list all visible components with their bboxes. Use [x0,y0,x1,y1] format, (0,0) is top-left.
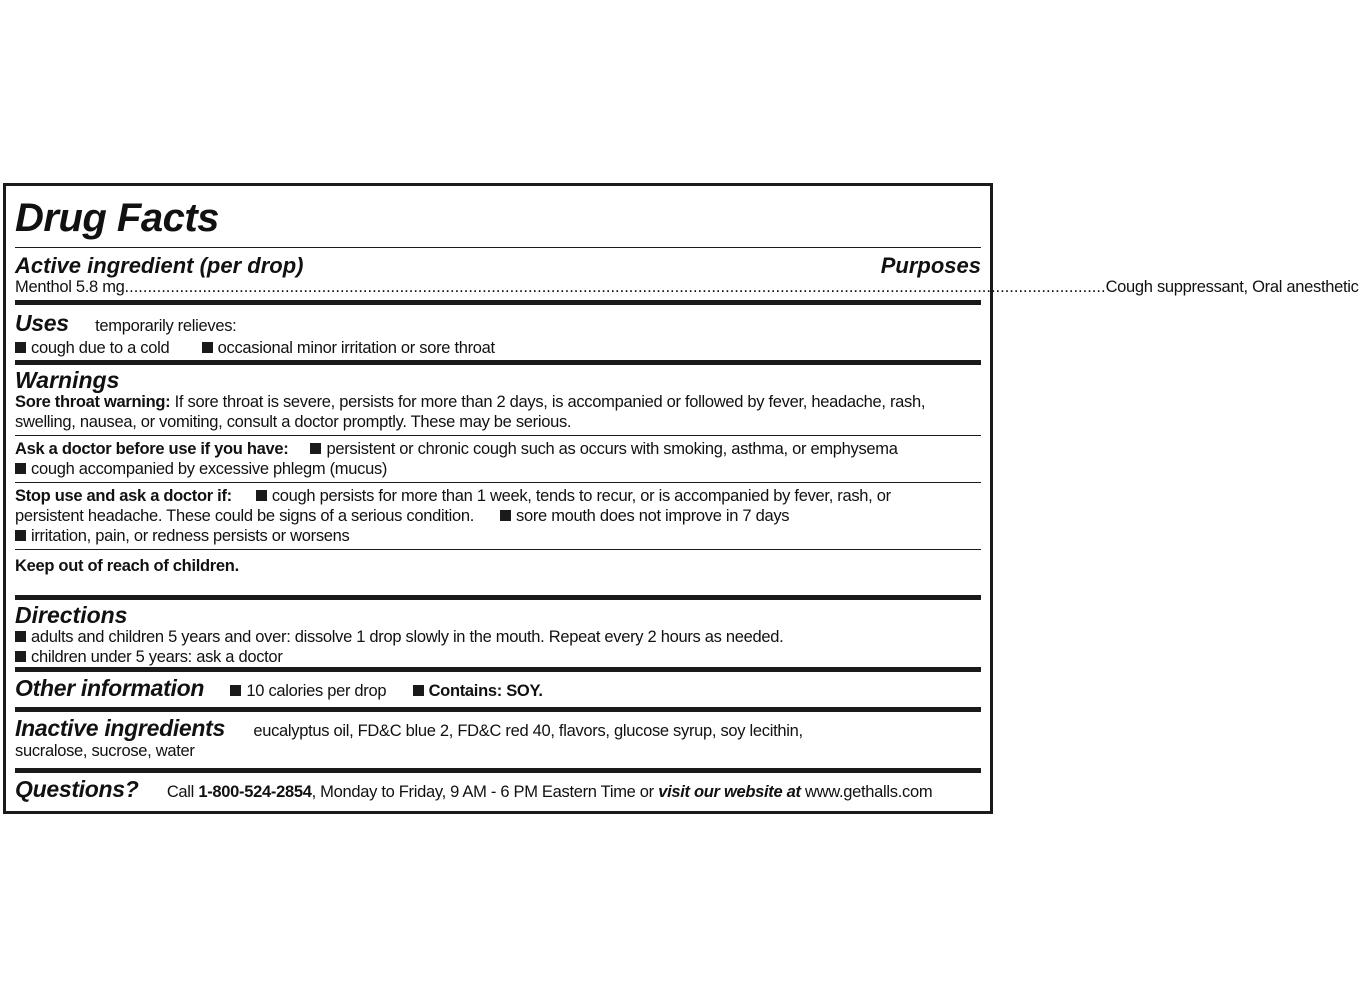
active-header-row [15,255,981,277]
questions-call: Call [166,783,195,801]
sore-throat-label: Sore throat warning: [15,393,171,411]
inactive-ingredients-text: eucalyptus oil, FD&C blue 2, FD&C red 40, flavors, glucose syrup, soy lecithin, [253,722,803,740]
drug-facts-panel [3,183,1359,814]
directions-item: children under 5 years: ask a doctor [31,648,283,666]
ask-doctor-label: Ask a doctor before use if you have: [15,440,289,458]
bullet-icon [500,510,511,521]
uses-section [15,305,981,365]
bullet-icon [15,463,26,474]
bullet-icon [230,685,241,696]
bullet-icon [310,443,321,454]
bullet-icon [15,631,26,642]
stop-use-item: persistent headache. These could be signs of a serious condition. [15,507,475,525]
warnings-section [15,365,981,600]
stop-use-item: irritation, pain, or redness persists or worsens [31,527,350,545]
bullet-icon [202,342,213,353]
warnings-header: Warnings [15,367,120,393]
bullet-icon [15,342,26,353]
inactive-ingredients-text: sucralose, sucrose, water [15,742,195,760]
sore-throat-text: swelling, nausea, or vomiting, consult a doctor promptly. These may be serious. [15,413,572,431]
ingredient-purpose: Cough suppressant, Oral anesthetic [1105,278,1359,296]
bullet-icon [413,685,424,696]
ask-doctor-item: cough accompanied by excessive phlegm (mucus) [31,460,388,478]
other-information-header: Other information [15,675,205,701]
questions-hours: , Monday to Friday, 9 AM - 6 PM Eastern Time or [311,783,654,801]
bullet-icon [256,490,267,501]
inactive-ingredients-section [15,712,981,773]
website-link[interactable]: www.gethalls.com [805,783,933,801]
ingredient-name: Menthol 5.8 mg [15,278,125,296]
directions-header: Directions [15,602,128,628]
title-section [15,186,981,248]
phone-number[interactable]: 1-800-524-2854 [198,783,312,801]
uses-item: cough due to a cold [31,339,170,357]
other-item-contains: Contains: SOY. [428,682,543,700]
visit-website-label: visit our website at [658,783,801,801]
active-ingredient-header: Active ingredient (per drop) [15,253,304,278]
stop-use-label: Stop use and ask a doctor if: [15,487,232,505]
inactive-ingredients-header: Inactive ingredients [15,715,226,741]
other-item: 10 calories per drop [246,682,387,700]
keep-out-warning: Keep out of reach of children. [15,557,239,575]
leader-dots: ...................................................................................................................................................................................................................... [124,278,1106,296]
questions-section [15,773,981,818]
active-ingredient-section [15,248,1359,305]
bullet-icon [15,651,26,662]
other-information-section [15,672,981,712]
stop-use-item: cough persists for more than 1 week, tends to recur, or is accompanied by fever, rash, or [271,487,891,505]
uses-intro: temporarily relieves: [95,317,237,335]
uses-header: Uses [15,310,69,336]
stop-use-item: sore mouth does not improve in 7 days [516,507,790,525]
ask-doctor-item: persistent or chronic cough such as occurs with smoking, asthma, or emphysema [326,440,898,458]
uses-item: occasional minor irritation or sore throat [217,339,495,357]
purposes-header: Purposes [880,253,981,278]
bullet-icon [15,530,26,541]
active-ingredient-row [15,277,1359,297]
sore-throat-text: If sore throat is severe, persists for more than 2 days, is accompanied or followed by fever, headache, rash, [174,393,926,411]
directions-section [15,600,981,672]
directions-item: adults and children 5 years and over: dissolve 1 drop slowly in the mouth. Repeat every 2 hours as needed. [31,628,784,646]
drug-facts-title: Drug Facts [15,196,219,240]
questions-header: Questions? [15,776,139,802]
